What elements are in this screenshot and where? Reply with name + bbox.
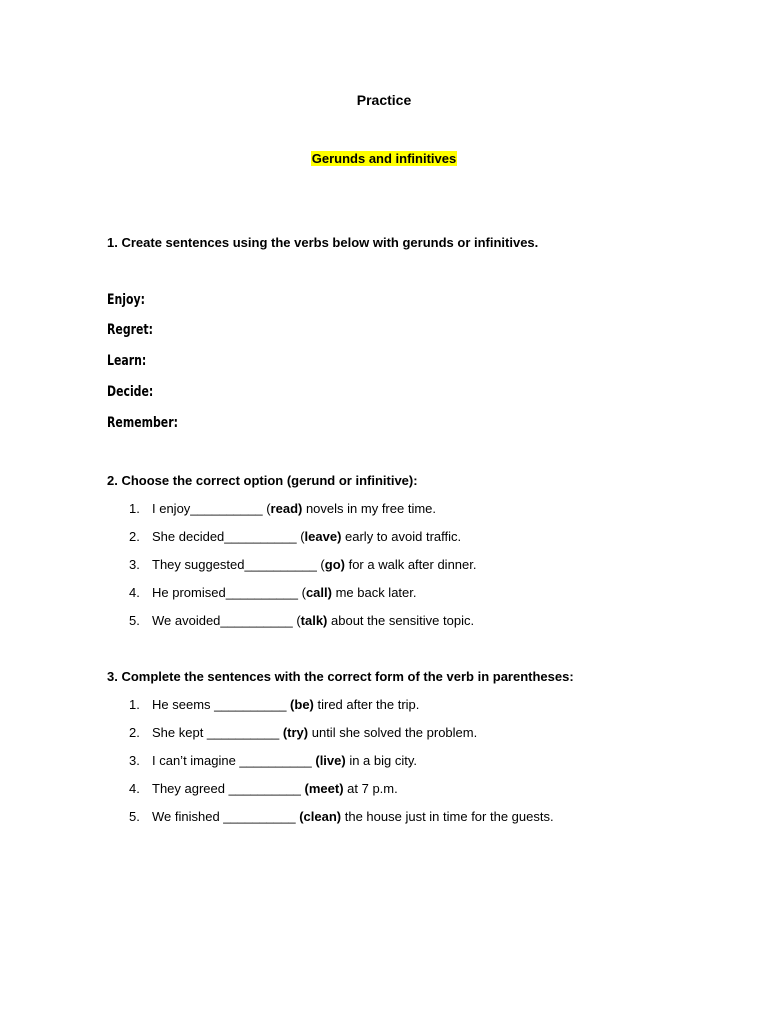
item-text <box>152 696 419 713</box>
item-verb: (be) <box>290 697 314 712</box>
item-text-before: We avoided__________ ( <box>152 613 301 628</box>
item-text <box>152 724 477 741</box>
verb-label-learn: Learn: <box>107 353 147 369</box>
item-text-before: He seems __________ <box>152 697 291 712</box>
item-verb: call) <box>305 585 332 600</box>
item-text <box>152 808 554 825</box>
item-number: 2. <box>129 529 140 544</box>
item-text-after: at 7 p.m. <box>343 781 398 796</box>
verb-label-enjoy: Enjoy: <box>107 292 145 308</box>
verb-label-decide: Decide: <box>107 384 154 400</box>
verb-label-regret: Regret: <box>107 322 154 338</box>
page-title: Practice <box>356 92 412 108</box>
item-verb: (clean) <box>299 809 342 824</box>
verb-label-remember: Remember: <box>107 415 178 431</box>
item-text-after: me back later. <box>331 585 417 600</box>
item-number: 5. <box>129 809 140 824</box>
item-number: 3. <box>129 557 140 572</box>
item-text-before: I can’t imagine __________ <box>152 753 316 768</box>
item-text-before: They suggested__________ ( <box>152 557 325 572</box>
item-text-after: in a big city. <box>345 753 417 768</box>
item-verb: go) <box>324 557 345 572</box>
item-text-after: about the sensitive topic. <box>327 613 475 628</box>
subtitle-wrap <box>0 150 768 167</box>
item-text-before: She kept __________ <box>152 725 283 740</box>
item-text-after: early to avoid traffic. <box>341 529 462 544</box>
item-verb: leave) <box>304 529 342 544</box>
item-number: 4. <box>129 781 140 796</box>
item-number: 5. <box>129 613 140 628</box>
item-verb: (try) <box>282 725 309 740</box>
item-text-after: until she solved the problem. <box>308 725 478 740</box>
item-number: 4. <box>129 585 140 600</box>
item-number: 1. <box>129 501 140 516</box>
item-verb: read) <box>270 501 303 516</box>
item-text <box>152 612 474 629</box>
item-text-before: We finished __________ <box>152 809 300 824</box>
item-number: 2. <box>129 725 140 740</box>
item-number: 1. <box>129 697 140 712</box>
item-text <box>152 584 417 601</box>
item-text-after: novels in my free time. <box>302 501 436 516</box>
item-text <box>152 556 476 573</box>
highlighted-subtitle: Gerunds and infinitives <box>311 151 457 166</box>
item-text-after: the house just in time for the guests. <box>341 809 554 824</box>
item-verb: talk) <box>300 613 328 628</box>
section-1-heading: 1. Create sentences using the verbs below with gerunds or infinitives. <box>107 235 539 250</box>
item-verb: (live) <box>315 753 346 768</box>
item-text <box>152 752 417 769</box>
item-text-after: for a walk after dinner. <box>344 557 477 572</box>
item-text-before: I enjoy__________ ( <box>152 501 271 516</box>
section-3-heading: 3. Complete the sentences with the correct form of the verb in parentheses: <box>107 669 574 684</box>
item-text-before: She decided__________ ( <box>152 529 305 544</box>
item-number: 3. <box>129 753 140 768</box>
item-text-before: They agreed __________ <box>152 781 305 796</box>
item-text <box>152 780 398 797</box>
item-text <box>152 528 461 545</box>
item-text <box>152 500 436 517</box>
item-text-before: He promised__________ ( <box>152 585 306 600</box>
item-text-after: tired after the trip. <box>313 697 420 712</box>
section-2-heading: 2. Choose the correct option (gerund or infinitive): <box>107 473 418 488</box>
item-verb: (meet) <box>304 781 344 796</box>
